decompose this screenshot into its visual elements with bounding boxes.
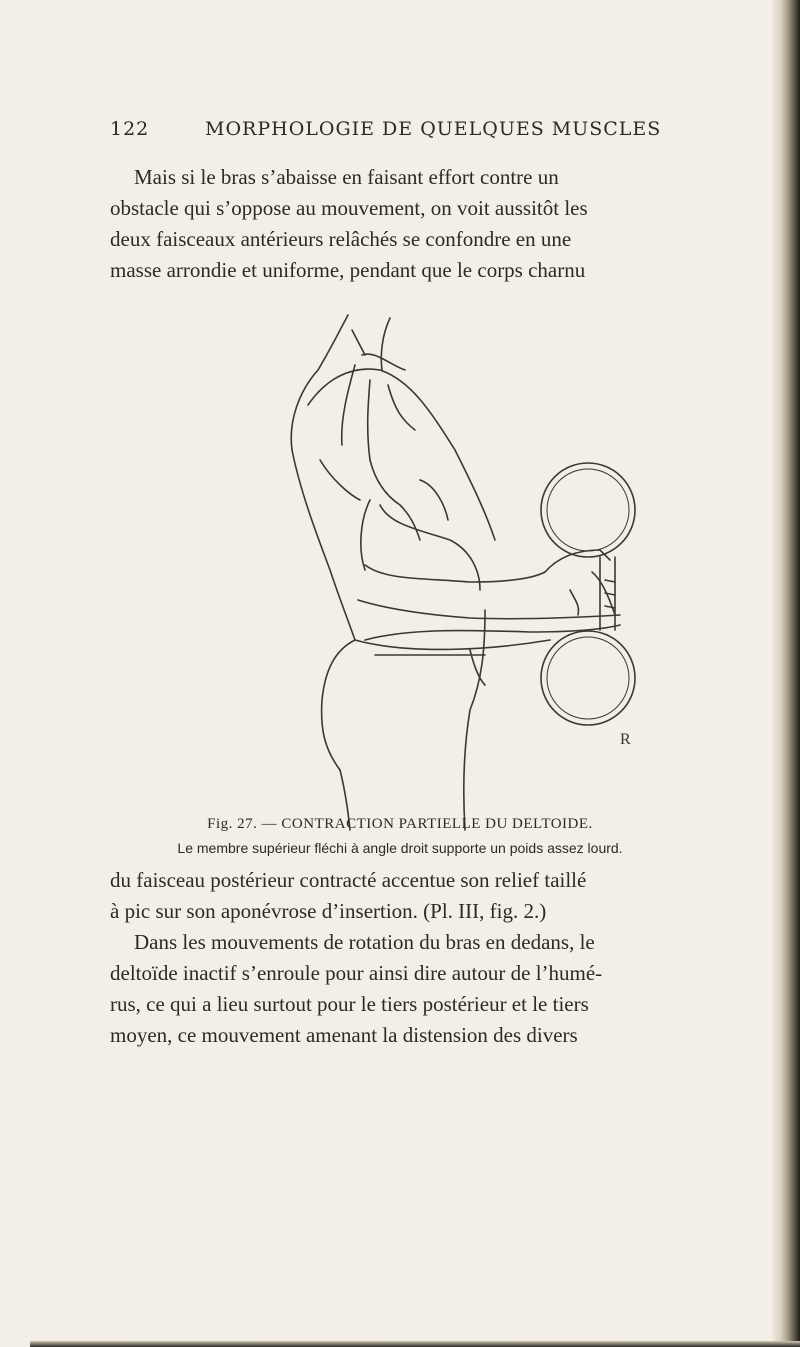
text-line: masse arrondie et uniforme, pendant que le corps charnu: [110, 258, 586, 282]
running-head: [110, 118, 710, 148]
text-line: deux faisceaux antérieurs relâchés se confondre en une: [110, 227, 572, 251]
arm-dumbbell-drawing: [270, 310, 670, 840]
page-title: MORPHOLOGIE DE QUELQUES MUSCLES: [205, 118, 662, 140]
figure-caption-title: Fig. 27. — CONTRACTION PARTIELLE DU DELTOIDE.: [207, 816, 593, 832]
artist-signature: R: [620, 731, 631, 748]
text-line: Dans les mouvements de rotation du bras en dedans, le: [134, 930, 595, 954]
page-number: 122: [110, 118, 150, 140]
text-line: obstacle qui s’oppose au mouvement, on voit aussitôt les: [110, 196, 588, 220]
page-edge-shadow: [772, 0, 800, 1347]
bottom-edge-shadow: [30, 1341, 800, 1347]
text-line: du faisceau postérieur contracté accentue son relief taillé: [110, 868, 587, 892]
text-line: deltoïde inactif s’enroule pour ainsi dire autour de l’humé-: [110, 961, 603, 985]
text-line: moyen, ce mouvement amenant la distension des divers: [110, 1023, 578, 1047]
paragraph-top: [110, 162, 710, 286]
figure-illustration: [270, 310, 670, 840]
text-line: rus, ce qui a lieu surtout pour le tiers postérieur et le tiers: [110, 992, 589, 1016]
figure-caption-subtitle: Le membre supérieur fléchi à angle droit supporte un poids assez lourd.: [177, 840, 623, 856]
text-line: Mais si le bras s’abaisse en faisant effort contre un: [134, 165, 559, 189]
text-line: à pic sur son aponévrose d’insertion. (Pl. III, fig. 2.): [110, 899, 547, 923]
paragraph-bottom: [110, 865, 710, 1051]
